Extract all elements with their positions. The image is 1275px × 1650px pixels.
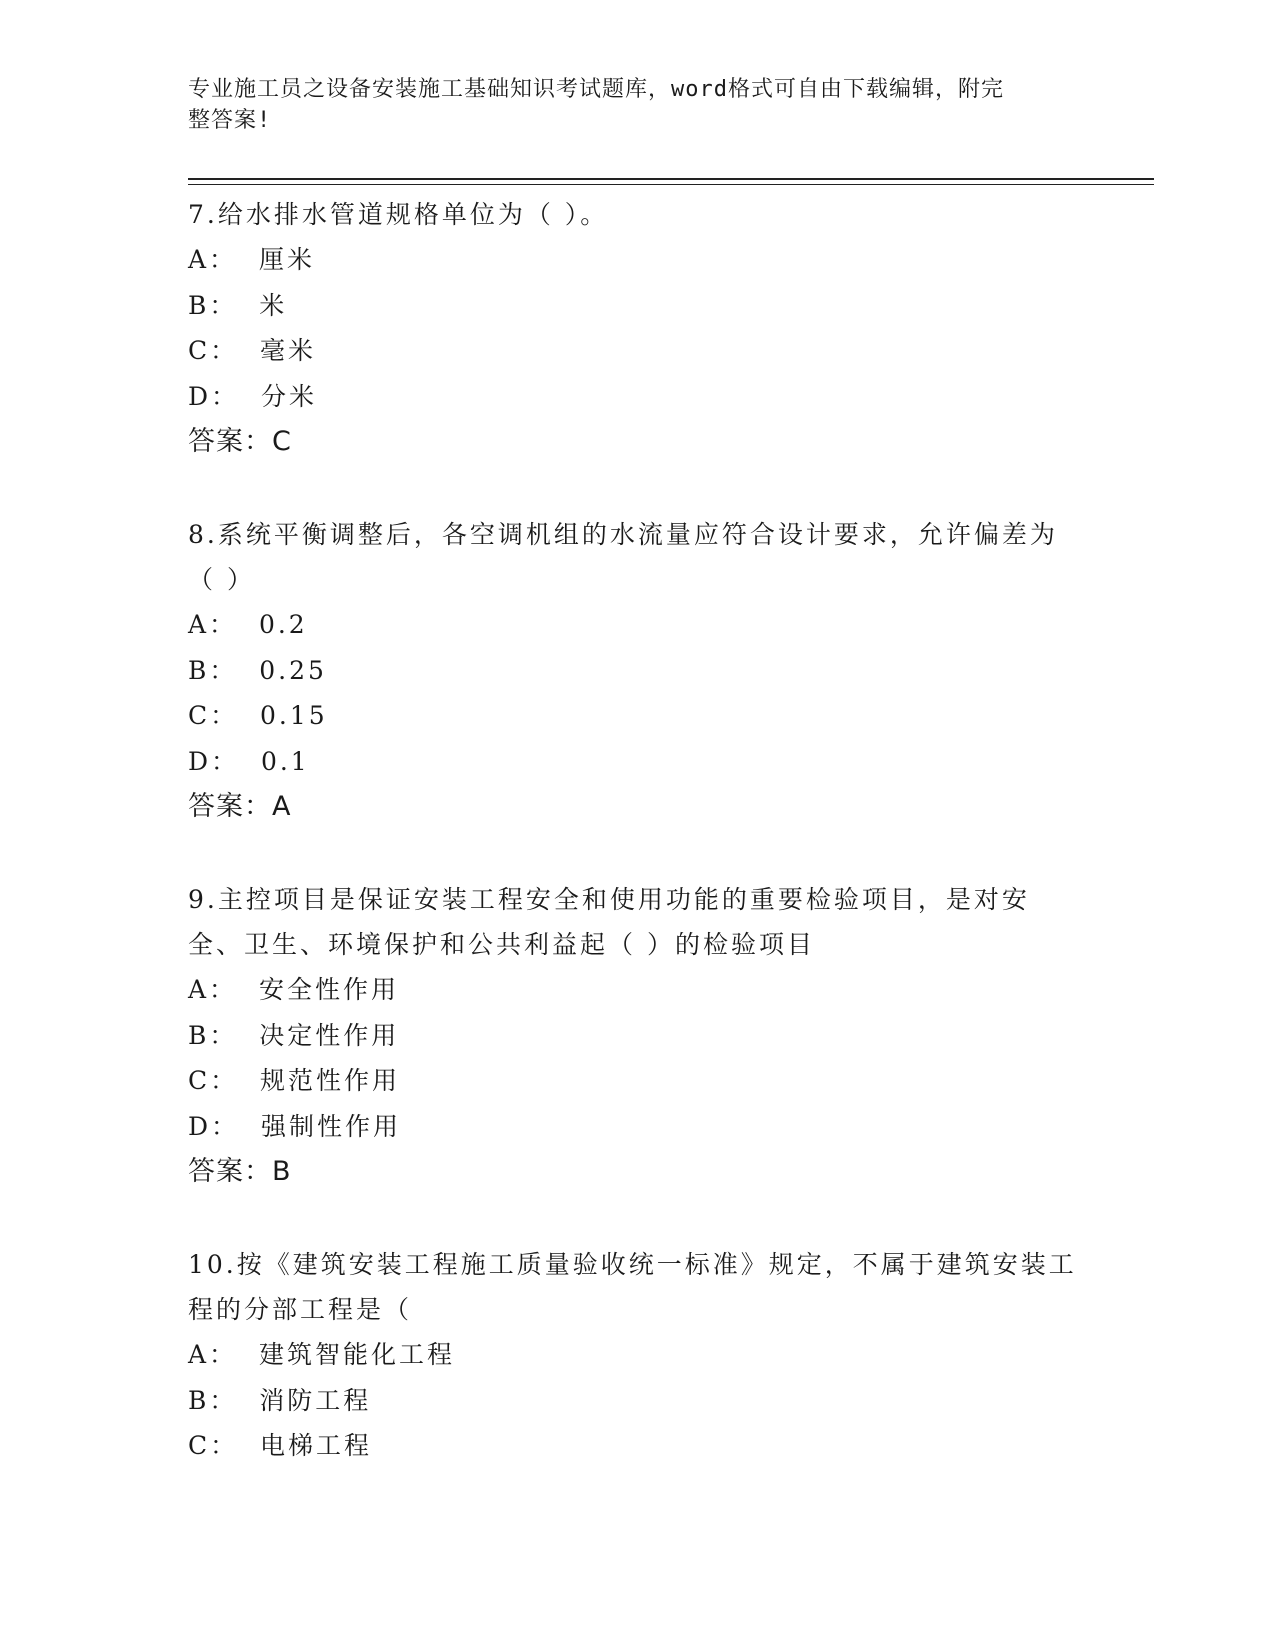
option-d: D： 强制性作用: [188, 1111, 401, 1141]
option-b: B： 决定性作用: [188, 1020, 400, 1050]
option-a: A： 0.2: [188, 610, 308, 639]
document-header: [188, 74, 1068, 136]
option-a: A： 建筑智能化工程: [188, 1340, 455, 1369]
question-8: [188, 512, 1078, 829]
option-b: B： 消防工程: [188, 1385, 372, 1415]
option-a: A： 厘米: [188, 245, 315, 274]
header-divider-thick: [188, 178, 1154, 180]
option-b: B： 米: [188, 290, 288, 320]
option-a: A： 安全性作用: [188, 975, 399, 1004]
question-10: [188, 1242, 1078, 1469]
option-c: C： 规范性作用: [188, 1066, 401, 1095]
header-divider-thin: [188, 184, 1154, 185]
question-9: [188, 877, 1078, 1194]
option-d: D： 分米: [188, 381, 317, 411]
question-list: [188, 192, 1078, 1469]
question-spacer: [188, 829, 1078, 877]
option-c: C： 电梯工程: [188, 1431, 373, 1460]
question-spacer: [188, 464, 1078, 512]
question-stem: 8.系统平衡调整后，各空调机组的水流量应符合设计要求，允许偏差为（ ）: [188, 520, 1058, 594]
question-stem: 10.按《建筑安装工程施工质量验收统一标准》规定，不属于建筑安装工程的分部工程是（: [188, 1250, 1077, 1324]
option-b: B： 0.25: [188, 655, 327, 685]
answer-line: 答案：C: [188, 426, 292, 457]
question-spacer: [188, 1194, 1078, 1242]
header-line-1: 专业施工员之设备安装施工基础知识考试题库，word格式可自由下载编辑，附完: [188, 77, 1004, 102]
answer-line: 答案：B: [188, 1156, 292, 1187]
question-7: [188, 192, 1078, 464]
answer-line: 答案：A: [188, 791, 292, 822]
option-d: D： 0.1: [188, 746, 310, 776]
question-stem: 9.主控项目是保证安装工程安全和使用功能的重要检验项目，是对安全、卫生、环境保护和公共利益起（ ）的检验项目: [188, 885, 1030, 959]
option-c: C： 毫米: [188, 336, 317, 365]
question-stem: 7.给水排水管道规格单位为（ ）。: [188, 200, 609, 229]
header-line-2: 整答案!: [188, 108, 272, 133]
option-c: C： 0.15: [188, 701, 328, 730]
